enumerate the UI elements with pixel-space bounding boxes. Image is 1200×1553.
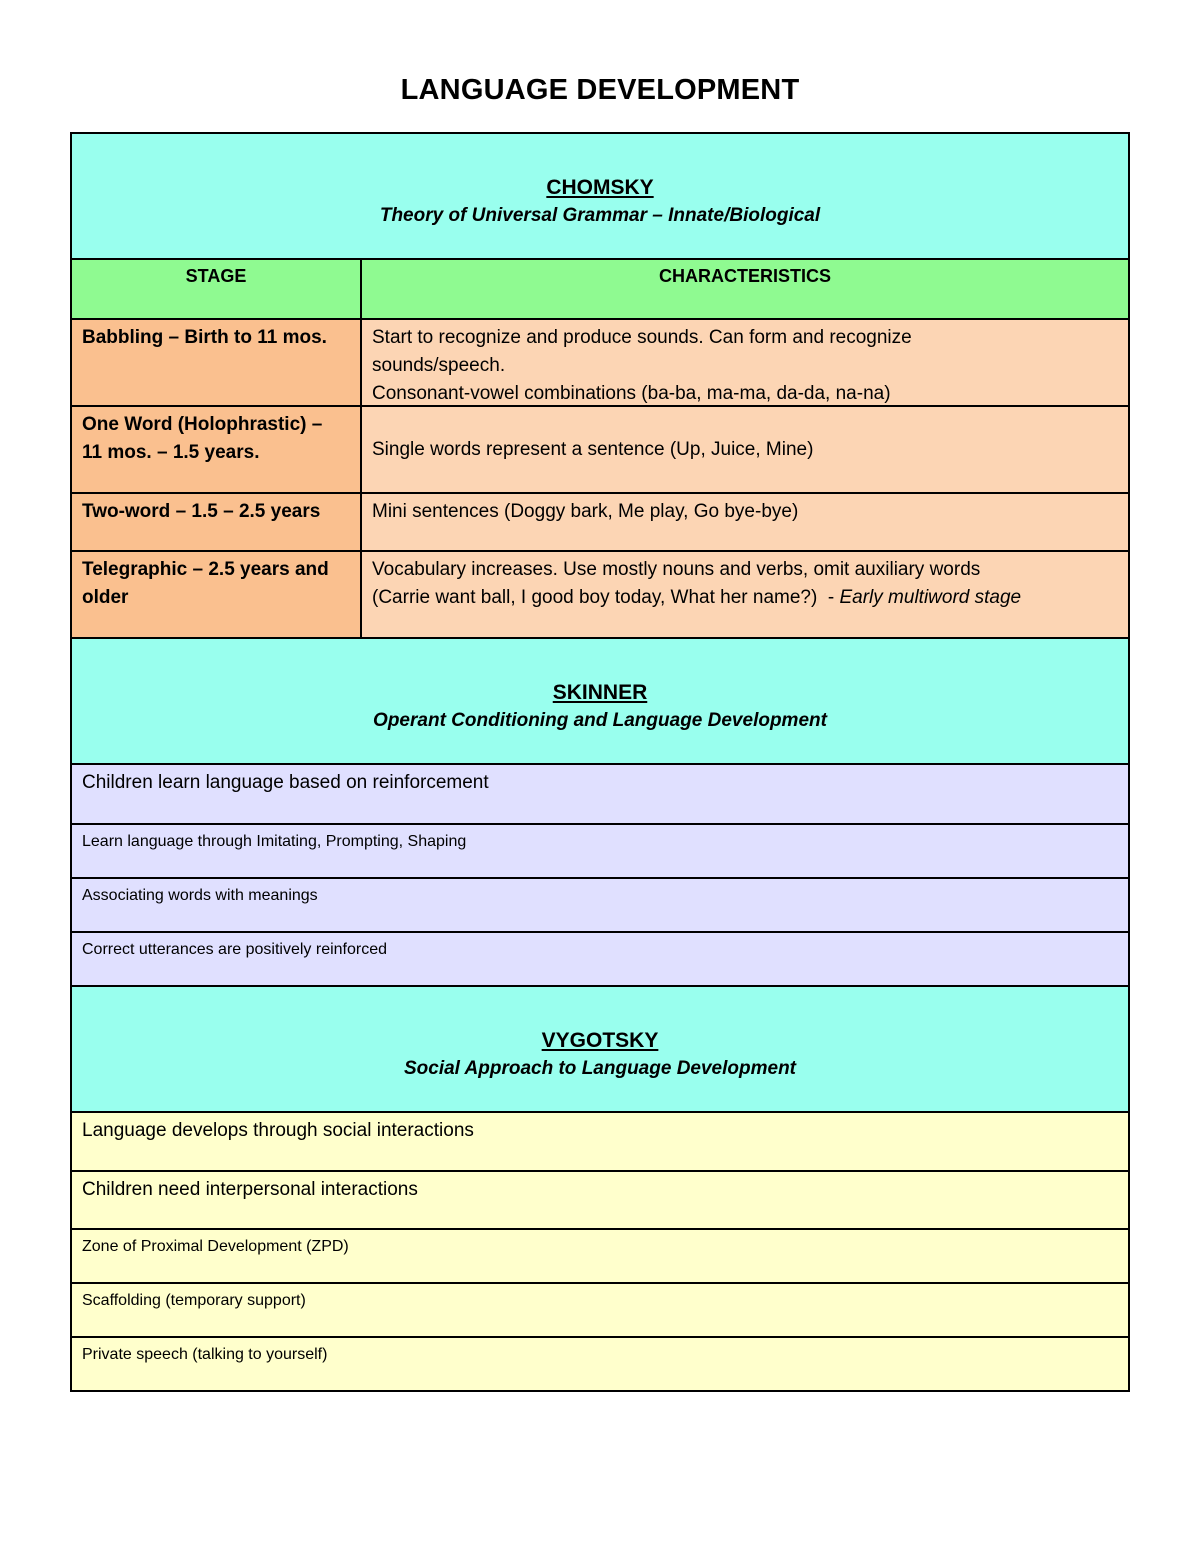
page-title: LANGUAGE DEVELOPMENT [400,74,800,106]
vygotsky-item-text: Scaffolding (temporary support) [82,1292,306,1309]
stage-cell: Two-word – 1.5 – 2.5 years [72,494,362,550]
skinner-name: SKINNER [552,681,648,704]
characteristics-line: Start to recognize and produce sounds. Can form and recognize [372,327,912,348]
stage-note: Early multiword stage [839,587,1022,608]
vygotsky-item [70,1228,1130,1282]
language-development-table [70,132,1130,1392]
stage-row-babbling [70,318,1130,405]
skinner-subtitle: Operant Conditioning and Language Development [373,710,827,731]
vygotsky-name: VYGOTSKY [541,1029,659,1052]
stage-cell [72,552,362,637]
vygotsky-item [70,1282,1130,1336]
skinner-item-text: Learn language through Imitating, Prompting, Shaping [82,833,467,850]
skinner-item [70,877,1130,931]
characteristics-line: sounds/speech. [372,355,506,376]
stage-row-two-word [70,492,1130,550]
stage-column-header: STAGE [72,260,362,318]
skinner-item [70,823,1130,877]
stage-line: 11 mos. – 1.5 years. [82,442,260,463]
characteristics-cell [362,552,1128,637]
vygotsky-item-text: Zone of Proximal Development (ZPD) [82,1238,349,1255]
vygotsky-subtitle: Social Approach to Language Development [403,1058,797,1079]
vygotsky-item [70,1336,1130,1392]
chomsky-name: CHOMSKY [546,176,654,199]
skinner-item-text: Children learn language based on reinforcement [82,772,489,793]
stage-cell: Babbling – Birth to 11 mos. [72,320,362,405]
vygotsky-item [70,1170,1130,1228]
characteristics-column-header: CHARACTERISTICS [658,266,831,286]
characteristics-line [372,584,1118,612]
characteristics-line: Vocabulary increases. Use mostly nouns and verbs, omit auxiliary words [372,559,981,580]
vygotsky-item-text: Private speech (talking to yourself) [82,1346,328,1363]
stage-cell [72,407,362,492]
skinner-item-text: Associating words with meanings [82,887,318,904]
skinner-item [70,931,1130,985]
vygotsky-item [70,1111,1130,1170]
skinner-item [70,763,1130,823]
stage-row-telegraphic [70,550,1130,637]
vygotsky-item-text: Children need interpersonal interactions [82,1179,418,1200]
vygotsky-header [70,985,1130,1111]
skinner-header [70,637,1130,763]
characteristics-line: Consonant-vowel combinations (ba-ba, ma-ma, da-da, na-na) [372,383,891,404]
chomsky-subtitle: Theory of Universal Grammar – Innate/Biological [379,205,821,226]
vygotsky-item-text: Language develops through social interactions [82,1120,474,1141]
chomsky-column-headers [70,258,1130,318]
stage-line: older [82,587,129,608]
examples-text: (Carrie want ball, I good boy today, What her name?) - [372,587,840,608]
stage-line: Telegraphic – 2.5 years and [82,559,329,580]
characteristics-cell [362,320,1128,405]
characteristics-cell: Single words represent a sentence (Up, Juice, Mine) [362,407,1128,492]
stage-row-one-word [70,405,1130,492]
skinner-item-text: Correct utterances are positively reinforced [82,941,388,958]
characteristics-cell: Mini sentences (Doggy bark, Me play, Go bye-bye) [362,494,1128,550]
stage-line: One Word (Holophrastic) – [82,414,323,435]
chomsky-header [70,132,1130,258]
